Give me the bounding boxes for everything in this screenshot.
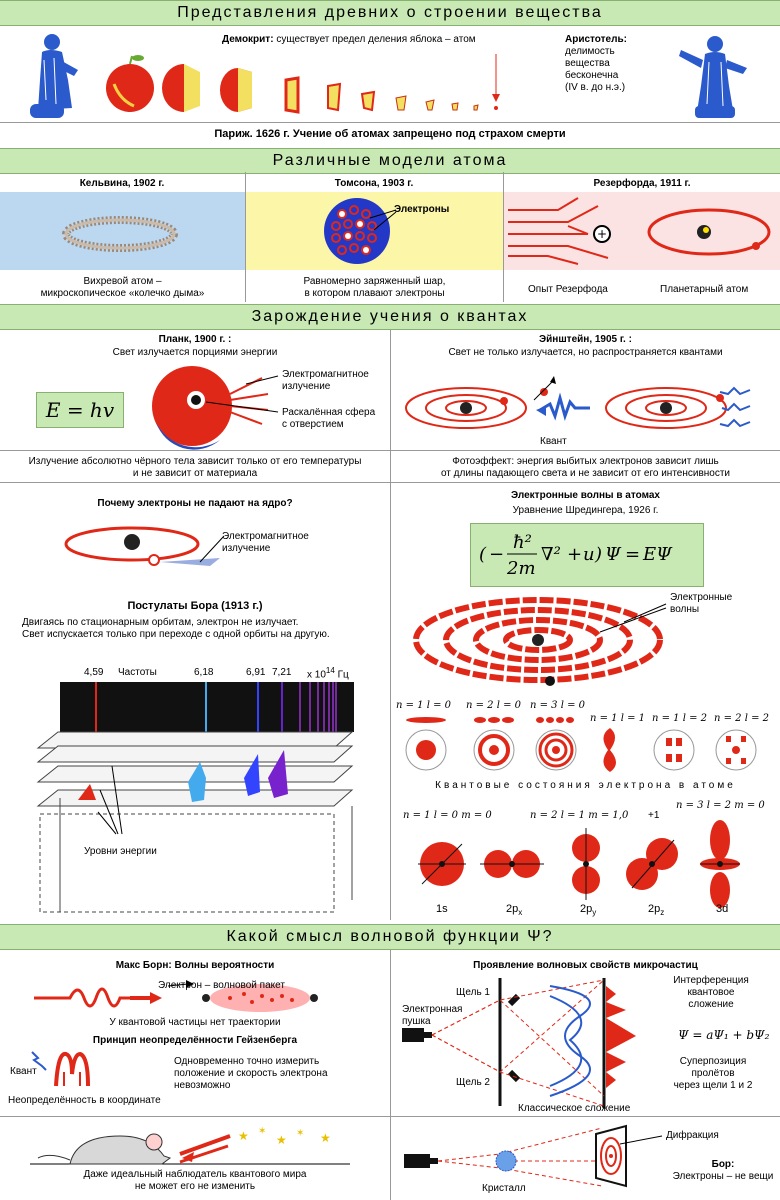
bohr-postulates-title — [0, 600, 390, 613]
quantum-state-discs — [400, 714, 770, 774]
quant-label-2: Квант — [10, 1066, 37, 1077]
orbital-name: 2p — [506, 903, 519, 915]
state-l: l = 0 — [426, 700, 452, 711]
orbital-3d — [700, 820, 740, 908]
svg-text:=: = — [625, 544, 641, 565]
interference-label — [656, 975, 766, 1011]
thomson-heading — [246, 178, 502, 190]
section-title-text: Представления древних о строении вещества — [177, 4, 603, 21]
classical-addition-label: Классическое сложение — [518, 1103, 631, 1114]
superposition-label — [658, 1056, 768, 1092]
crystal-diffraction — [400, 1124, 660, 1188]
apple-slice-7 — [474, 105, 478, 110]
planck-heading-text: Планк, 1900 г. : — [158, 334, 232, 345]
svg-text:2m: 2m — [507, 558, 536, 579]
observer-caption — [0, 1169, 390, 1193]
born-title-text: Макс Борн: Волны вероятности — [115, 960, 275, 971]
paris-ban-text: Париж. 1626 г. Учение об атомах запрещено под страхом смерти — [214, 128, 566, 140]
thomson-panel — [246, 192, 503, 270]
label-line: Электромагнитное — [222, 531, 309, 542]
freq-unit-text: x 10 — [307, 669, 326, 681]
em-radiation-label — [282, 369, 369, 393]
apple-slice-2 — [328, 84, 340, 110]
text-line: Одновременно точно измерить — [174, 1056, 320, 1067]
label-line: Суперпозиция — [679, 1056, 747, 1067]
state-label-1 — [396, 700, 451, 711]
apple-slice-6 — [452, 103, 458, 110]
svg-text:+: + — [596, 227, 608, 241]
section-title-quanta — [0, 304, 780, 330]
double-slit-experiment — [400, 976, 640, 1112]
electron-gun-label — [402, 1004, 462, 1028]
orbital-label-2: n = 2 l = 1 m = 1,0 — [530, 810, 629, 821]
electrons-label: Электроны — [394, 204, 450, 215]
energy-levels-label: Уровни энергии — [84, 846, 157, 857]
section-title-ancient — [0, 0, 780, 26]
em-radiation-label-2 — [222, 531, 309, 555]
kelvin-heading-text: Кельвина, 1902 г. — [79, 178, 165, 189]
state-l: l = 0 — [496, 700, 522, 711]
photoeffect-diagram — [400, 366, 770, 446]
svg-text:★: ★ — [276, 1133, 287, 1147]
schrodinger-text: Уравнение Шредингера, 1926 г. — [512, 505, 659, 516]
text-line: Свет испускается только при переходе с одной орбиты на другую. — [22, 629, 330, 640]
freq-hz: Гц — [337, 669, 349, 681]
label-line: через щели 1 и 2 — [673, 1080, 753, 1091]
caption-line: от длины падающего света и не зависит от его интенсивности — [440, 468, 731, 479]
hydrogen-spectrum-levels — [38, 682, 358, 918]
label-line: Электромагнитное — [282, 369, 369, 380]
aristotle-line: делимость — [565, 46, 615, 57]
orbital-3d-label — [716, 903, 728, 919]
label-line: с отверстием — [282, 419, 344, 430]
apple-cut — [162, 64, 200, 112]
planck-formula: E = hv — [36, 392, 124, 428]
label-line: Электронная — [402, 1004, 463, 1015]
schrodinger-equation — [470, 523, 704, 587]
text-line: невозможно — [174, 1080, 231, 1091]
label-line: Электронные — [670, 592, 733, 603]
diffraction-label: Дифракция — [666, 1130, 719, 1141]
kelvin-caption — [0, 276, 245, 300]
freq-721: 7,21 — [272, 667, 292, 678]
orbital-sub: y — [592, 908, 597, 918]
state-n: n = 1 — [396, 700, 424, 711]
democritus-caption — [222, 34, 522, 46]
label-line: сложение — [688, 999, 734, 1010]
state-n: n = 3 — [530, 700, 558, 711]
einstein-heading-text: Эйнштейн, 1905 г. : — [539, 334, 632, 345]
orbital-2pz — [626, 838, 678, 890]
aristotle-line: (IV в. до н.э.) — [565, 82, 626, 93]
electron-waves-label — [670, 592, 732, 616]
label-line: пролётов — [691, 1068, 735, 1079]
bohr-quote-text: Электроны – не вещи — [672, 1171, 774, 1182]
rutherford-experiment — [508, 196, 638, 266]
orbital-2py-label — [580, 903, 596, 919]
svg-text:−: − — [489, 544, 505, 565]
thomson-caption — [246, 276, 503, 300]
label-line: пушка — [402, 1016, 431, 1027]
section-title-text: Зарождение учения о квантах — [251, 308, 529, 325]
sphere-label — [282, 407, 375, 431]
paris-ban — [0, 128, 780, 141]
freq-691: 6,91 — [246, 667, 266, 678]
crystal-label: Кристалл — [482, 1183, 526, 1194]
heisenberg-title — [0, 1035, 390, 1047]
orbital-name: 2p — [580, 903, 593, 915]
caption-line: Фотоэффект: энергия выбитых электронов зависит лишь — [452, 456, 719, 467]
svg-text:★: ★ — [320, 1131, 331, 1145]
aristotle-line: бесконечна — [565, 70, 619, 81]
apple-division-sequence — [100, 50, 520, 120]
orbital-sub: x — [518, 908, 523, 918]
quantum-states-text: Квантовые состояния электрона в атоме — [435, 780, 736, 791]
state-n: n = 2 — [466, 700, 494, 711]
freq-459: 4,59 — [84, 667, 104, 678]
orbital-2px — [480, 850, 544, 878]
orbital-label-3: +1 — [648, 810, 660, 821]
svg-text:(: ( — [479, 544, 487, 565]
freq-exp: 14 — [325, 666, 335, 675]
bohr-quote-name: Бор: — [711, 1159, 735, 1170]
state-l: l = 1 — [620, 713, 646, 724]
svg-text:✶: ✶ — [258, 1126, 267, 1137]
smoke-ring — [60, 214, 180, 254]
planetary-atom — [644, 202, 774, 262]
einstein-subtitle — [391, 347, 780, 359]
svg-text:Ψ: Ψ — [605, 544, 621, 565]
planetary-caption: Планетарный атом — [660, 284, 749, 295]
label-line: Раскалённая сфера — [282, 407, 376, 418]
quant-label: Квант — [540, 436, 567, 447]
svg-text:∇²: ∇² — [541, 544, 561, 565]
orbital-sub: z — [660, 908, 665, 918]
svg-text:✶: ✶ — [296, 1128, 305, 1139]
orbital-2px-label — [506, 903, 522, 919]
electron-packet-label: Электрон – волновой пакет — [158, 980, 285, 991]
state-label-2 — [466, 700, 521, 711]
bohr-postulates-text: Постулаты Бора (1913 г.) — [127, 600, 263, 612]
freq-label: Частоты — [118, 667, 157, 678]
orbital-name: 1s — [436, 903, 448, 915]
wave-properties-text: Проявление волновых свойств микрочастиц — [473, 960, 698, 971]
wave-properties-title — [391, 960, 780, 972]
observer-mouse — [30, 1122, 350, 1166]
orbital-name: 2p — [648, 903, 661, 915]
section-title-text: Различные модели атома — [272, 152, 508, 169]
slit1-label: Щель 1 — [456, 987, 490, 998]
uncertainty-label: Неопределённость в координате — [8, 1095, 161, 1106]
orbital-shapes — [410, 818, 770, 908]
aristotle-figure — [675, 30, 755, 120]
caption-line: Вихревой атом – — [83, 276, 162, 287]
caption-line: Даже идеальный наблюдатель квантового мира — [83, 1169, 307, 1180]
orbital-2py — [572, 828, 600, 900]
state-n: n = 2 — [714, 713, 742, 724]
rutherford-heading-text: Резерфорда, 1911 г. — [593, 178, 691, 189]
no-trajectory-label — [60, 1017, 330, 1029]
rutherford-heading — [504, 178, 780, 190]
heisenberg-explanation — [174, 1056, 328, 1092]
thomson-heading-text: Томсона, 1903 г. — [334, 178, 414, 189]
quantum-states-caption — [391, 780, 780, 792]
apple-quarter — [220, 68, 252, 112]
caption-line: Излучение абсолютно чёрного тела зависит только от его температуры — [28, 456, 362, 467]
orbital-label-1: n = 1 l = 0 m = 0 — [403, 810, 492, 821]
caption-line: в котором плавают электроны — [304, 288, 445, 299]
einstein-subtitle-text: Свет не только излучается, но распространяется квантами — [448, 347, 723, 358]
atom-dot — [492, 54, 500, 110]
apple-slice-5 — [426, 100, 434, 110]
democritus-figure — [20, 30, 90, 120]
caption-line: Равномерно заряженный шар, — [303, 276, 446, 287]
schrodinger-formula — [475, 530, 699, 580]
label-line: квантовое — [687, 987, 735, 998]
freq-618: 6,18 — [194, 667, 214, 678]
caption-line: микроскопическое «колечко дыма» — [40, 288, 205, 299]
bohr-quote — [668, 1159, 778, 1183]
einstein-caption — [391, 456, 780, 480]
state-n: n = 1 — [590, 713, 618, 724]
section-title-models — [0, 148, 780, 174]
orbital-1s-label — [436, 903, 448, 919]
svg-text:ħ²: ħ² — [513, 532, 532, 553]
label-line: излучение — [282, 381, 331, 392]
apple-slice-4 — [396, 96, 406, 110]
svg-text:+: + — [567, 544, 583, 565]
democritus-name: Демокрит: — [222, 34, 274, 45]
svg-text:EΨ: EΨ — [643, 544, 672, 565]
state-l: l = 2 — [744, 713, 770, 724]
rutherford-panel — [504, 192, 780, 270]
svg-text:u: u — [583, 544, 595, 565]
caption-line: не может его не изменить — [134, 1181, 256, 1192]
state-n: n = 1 — [652, 713, 680, 724]
rutherford-exp-caption: Опыт Резерфода — [528, 284, 608, 295]
electron-wave-rings — [410, 592, 670, 684]
caption-line: и не зависит от материала — [132, 468, 258, 479]
heisenberg-text: Принцип неопределённости Гейзенберга — [92, 1035, 298, 1046]
uncertainty-peaks — [30, 1048, 110, 1088]
state-l: l = 0 — [560, 700, 586, 711]
label-line: Интерференция — [673, 975, 749, 986]
state-l: l = 2 — [682, 713, 708, 724]
kelvin-panel — [0, 192, 245, 270]
section-title-wavefunction — [0, 924, 780, 950]
freq-unit — [307, 665, 349, 681]
section-title-text: Какой смысл волновой функции Ψ? — [226, 928, 554, 945]
planck-subtitle — [0, 347, 390, 359]
apple-slice-3 — [362, 92, 374, 110]
label-line: волны — [670, 604, 700, 615]
no-trajectory-text: У квантовой частицы нет траектории — [109, 1017, 281, 1028]
born-title — [0, 960, 390, 972]
einstein-heading — [391, 334, 780, 346]
label-line: излучение — [222, 543, 271, 554]
why-not-fall-text: Почему электроны не падают на ядро? — [97, 498, 293, 509]
kelvin-heading — [0, 178, 244, 190]
aristotle-name: Аристотель: — [565, 34, 627, 45]
apple-slice-1 — [286, 78, 298, 112]
svg-text:): ) — [595, 544, 603, 565]
orbital-2pz-label — [648, 903, 664, 919]
planck-caption — [0, 456, 390, 480]
why-not-fall-title — [0, 498, 390, 510]
orbital-1s — [418, 842, 466, 886]
planck-heading — [0, 334, 390, 346]
schrodinger-label — [391, 505, 780, 517]
superposition-formula: Ψ = aΨ₁ + bΨ₂ — [678, 1028, 770, 1042]
state-label-3 — [530, 700, 585, 711]
aristotle-caption — [565, 34, 655, 94]
hot-sphere — [150, 364, 290, 454]
slit2-label: Щель 2 — [456, 1077, 490, 1088]
electron-waves-title — [391, 490, 780, 502]
planck-subtitle-text: Свет излучается порциями энергии — [112, 347, 278, 358]
democritus-text: существует предел деления яблока – атом — [276, 34, 476, 45]
text-line: Двигаясь по стационарным орбитам, электрон не излучает. — [22, 617, 299, 628]
orbital-label-4: n = 3 l = 2 m = 0 — [676, 800, 765, 811]
apple-whole — [106, 55, 154, 112]
svg-text:★: ★ — [238, 1129, 249, 1143]
bohr-postulates-text-block — [22, 617, 382, 641]
orbital-name: 3d — [716, 903, 729, 915]
aristotle-line: вещества — [565, 58, 610, 69]
electron-waves-text: Электронные волны в атомах — [511, 490, 660, 501]
text-line: положение и скорость электрона — [174, 1068, 328, 1079]
